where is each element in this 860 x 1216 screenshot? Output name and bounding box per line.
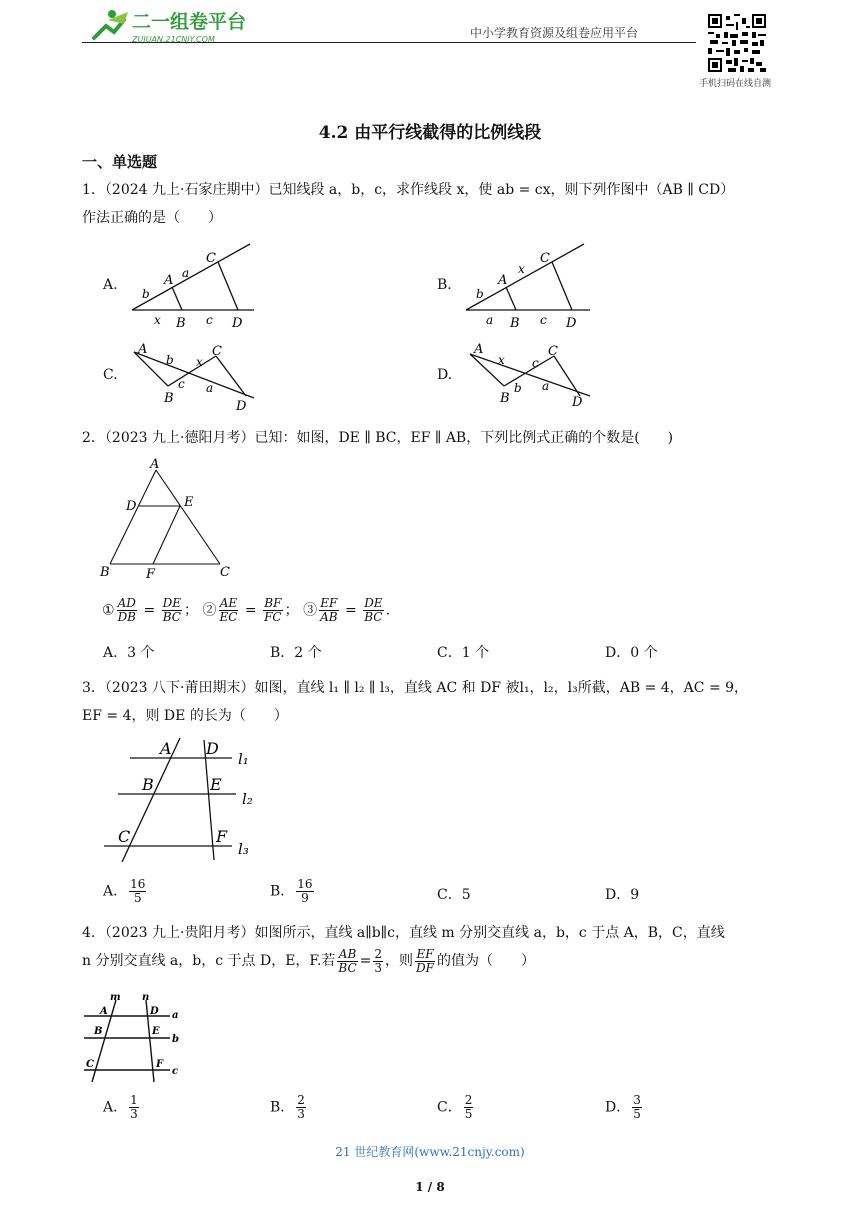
svg-text:C: C [86, 1059, 94, 1070]
qr-code-icon[interactable] [708, 14, 766, 72]
q4-parallel-lines-figure [80, 990, 190, 1084]
svg-text:C: C [118, 827, 131, 846]
q1-option-a[interactable]: A. [103, 277, 118, 293]
svg-text:F: F [146, 567, 156, 582]
svg-text:l₃: l₃ [238, 840, 249, 858]
q2-option-d[interactable]: D．0 个 [605, 645, 658, 661]
svg-text:a: a [172, 1010, 179, 1021]
svg-text:B: B [142, 775, 154, 794]
qr-caption: 手机扫码在线自测 [699, 79, 772, 89]
svg-text:D: D [566, 316, 577, 331]
question-4-text: 4．（2023 九上·贵阳月考）如图所示，直线 a∥b∥c，直线 m 分别交直线 a，b，c 于点 A，B，C，直线 n 分别交直线 a，b，c 于点 D，E，F.若 $\frac{AB}{BC}$ = $\frac{2}{3}$ ，则 $\frac{EF}{DF}$ 的值为（ ） [82, 925, 725, 975]
svg-text:C: C [212, 344, 222, 359]
svg-text:b: b [172, 1034, 179, 1045]
svg-text:D: D [206, 739, 219, 758]
question-1-text: 1．（2024 九上·石家庄期中）已知线段 a，b，c，求作线段 x，使 ab = cx，则下列作图中（AB ∥ CD） 作法正确的是（ ） [82, 182, 735, 226]
svg-text:B: B [100, 565, 110, 580]
svg-text:E: E [152, 1026, 160, 1037]
svg-text:B: B [94, 1026, 103, 1037]
page-number: 1 / 8 [415, 1180, 445, 1194]
svg-text:b: b [166, 353, 174, 367]
svg-text:A: A [498, 273, 508, 288]
q2-option-c[interactable]: C．1 个 [437, 645, 490, 661]
svg-text:c: c [178, 377, 185, 391]
q2-option-b[interactable]: B．2 个 [270, 645, 322, 661]
question-2-text: 2．（2023 九上·德阳月考）已知：如图，DE ∥ BC，EF ∥ AB，下列比例式正确的个数是( ) [82, 430, 674, 446]
q2-triangle-figure [96, 456, 244, 582]
svg-text:x: x [196, 355, 203, 369]
q4-option-b[interactable]: B． $\frac{2}{3}$ [270, 1093, 305, 1121]
svg-text:D: D [232, 316, 243, 331]
svg-text:B: B [164, 391, 174, 406]
svg-text:B: B [510, 316, 520, 331]
q4-option-a[interactable]: A． $\frac{1}{3}$ [103, 1093, 138, 1121]
svg-text:D: D [572, 395, 583, 410]
svg-text:A: A [138, 342, 148, 357]
svg-text:l₂: l₂ [242, 790, 253, 808]
site-logo [84, 4, 264, 46]
svg-text:c: c [172, 1066, 179, 1077]
q2-option-a[interactable]: A．3 个 [103, 645, 155, 661]
logo-text: 二一组卷平台 [132, 11, 247, 33]
svg-text:b: b [476, 287, 484, 301]
header-divider [82, 42, 696, 43]
q1-figure-d [462, 340, 602, 414]
svg-text:C: C [206, 251, 216, 266]
svg-text:x: x [154, 313, 161, 327]
site-tagline: 中小学教育资源及组卷应用平台 [470, 26, 639, 40]
q1-figure-c [128, 340, 268, 414]
svg-text:A: A [160, 739, 172, 758]
svg-text:m: m [110, 992, 121, 1003]
svg-text:A: A [100, 1006, 108, 1017]
svg-text:a: a [182, 266, 190, 280]
q3-option-b[interactable]: B． $\frac{16}{9}$ [270, 877, 313, 905]
svg-text:C: C [548, 344, 558, 359]
svg-text:c: c [540, 313, 547, 327]
svg-text:a: a [542, 379, 550, 393]
svg-text:F: F [156, 1059, 164, 1070]
svg-text:B: B [176, 316, 186, 331]
q1-option-c[interactable]: C. [103, 367, 118, 383]
svg-text:n: n [142, 992, 150, 1003]
q1-option-b[interactable]: B. [437, 277, 452, 293]
q3-option-d[interactable]: D．9 [605, 887, 640, 903]
runner-icon [94, 10, 128, 38]
logo-subtext: ZUJUAN.21CNJY.COM [132, 35, 215, 44]
svg-text:a: a [486, 313, 494, 327]
svg-text:x: x [498, 353, 505, 367]
svg-text:A: A [164, 273, 174, 288]
svg-text:D: D [126, 499, 137, 514]
svg-text:c: c [206, 313, 213, 327]
q1-option-d[interactable]: D. [437, 367, 453, 383]
svg-text:A: A [150, 457, 160, 472]
svg-text:D: D [150, 1006, 159, 1017]
svg-text:A: A [474, 342, 484, 357]
page-title: 4.2 由平行线截得的比例线段 [318, 123, 542, 143]
q4-option-c[interactable]: C． $\frac{2}{5}$ [437, 1093, 473, 1121]
footer-link[interactable]: 21 世纪教育网(www.21cnjy.com) [335, 1145, 525, 1159]
svg-text:D: D [236, 399, 247, 414]
svg-text:b: b [514, 381, 522, 395]
q3-option-c[interactable]: C．5 [437, 887, 471, 903]
q3-option-a[interactable]: A． $\frac{16}{5}$ [103, 877, 146, 905]
svg-text:F: F [216, 827, 228, 846]
svg-text:C: C [540, 251, 550, 266]
svg-text:a: a [206, 381, 214, 395]
svg-text:E: E [184, 495, 194, 510]
svg-text:c: c [532, 356, 539, 370]
svg-text:l₁: l₁ [238, 750, 249, 768]
section-heading: 一、单选题 [82, 153, 158, 171]
question-3-text: 3．（2023 八下·莆田期末）如图，直线 l₁ ∥ l₂ ∥ l₃，直线 AC 和 DF 被l₁，l₂，l₃所截，AB = 4，AC = 9， EF = 4，则 DE 的长为（ ） [82, 680, 749, 724]
q1-figure-a [128, 240, 268, 332]
svg-text:E: E [210, 775, 222, 794]
svg-text:C: C [220, 565, 230, 580]
svg-text:B: B [500, 391, 510, 406]
q2-proportions: ① $\frac{AD}{DB}$ = $\frac{DE}{BC}$ ； ② $\frac{AE}{EC}$ = $\frac{BF}{FC}$ ； ③ $\frac{EF}{AB}$ = $\frac{DE}{BC}$ . [102, 596, 391, 624]
q3-parallel-lines-figure [100, 736, 260, 866]
svg-text:x: x [518, 262, 525, 276]
q1-figure-b [462, 240, 602, 332]
svg-text:b: b [142, 287, 150, 301]
q4-option-d[interactable]: D． $\frac{3}{5}$ [605, 1093, 641, 1121]
